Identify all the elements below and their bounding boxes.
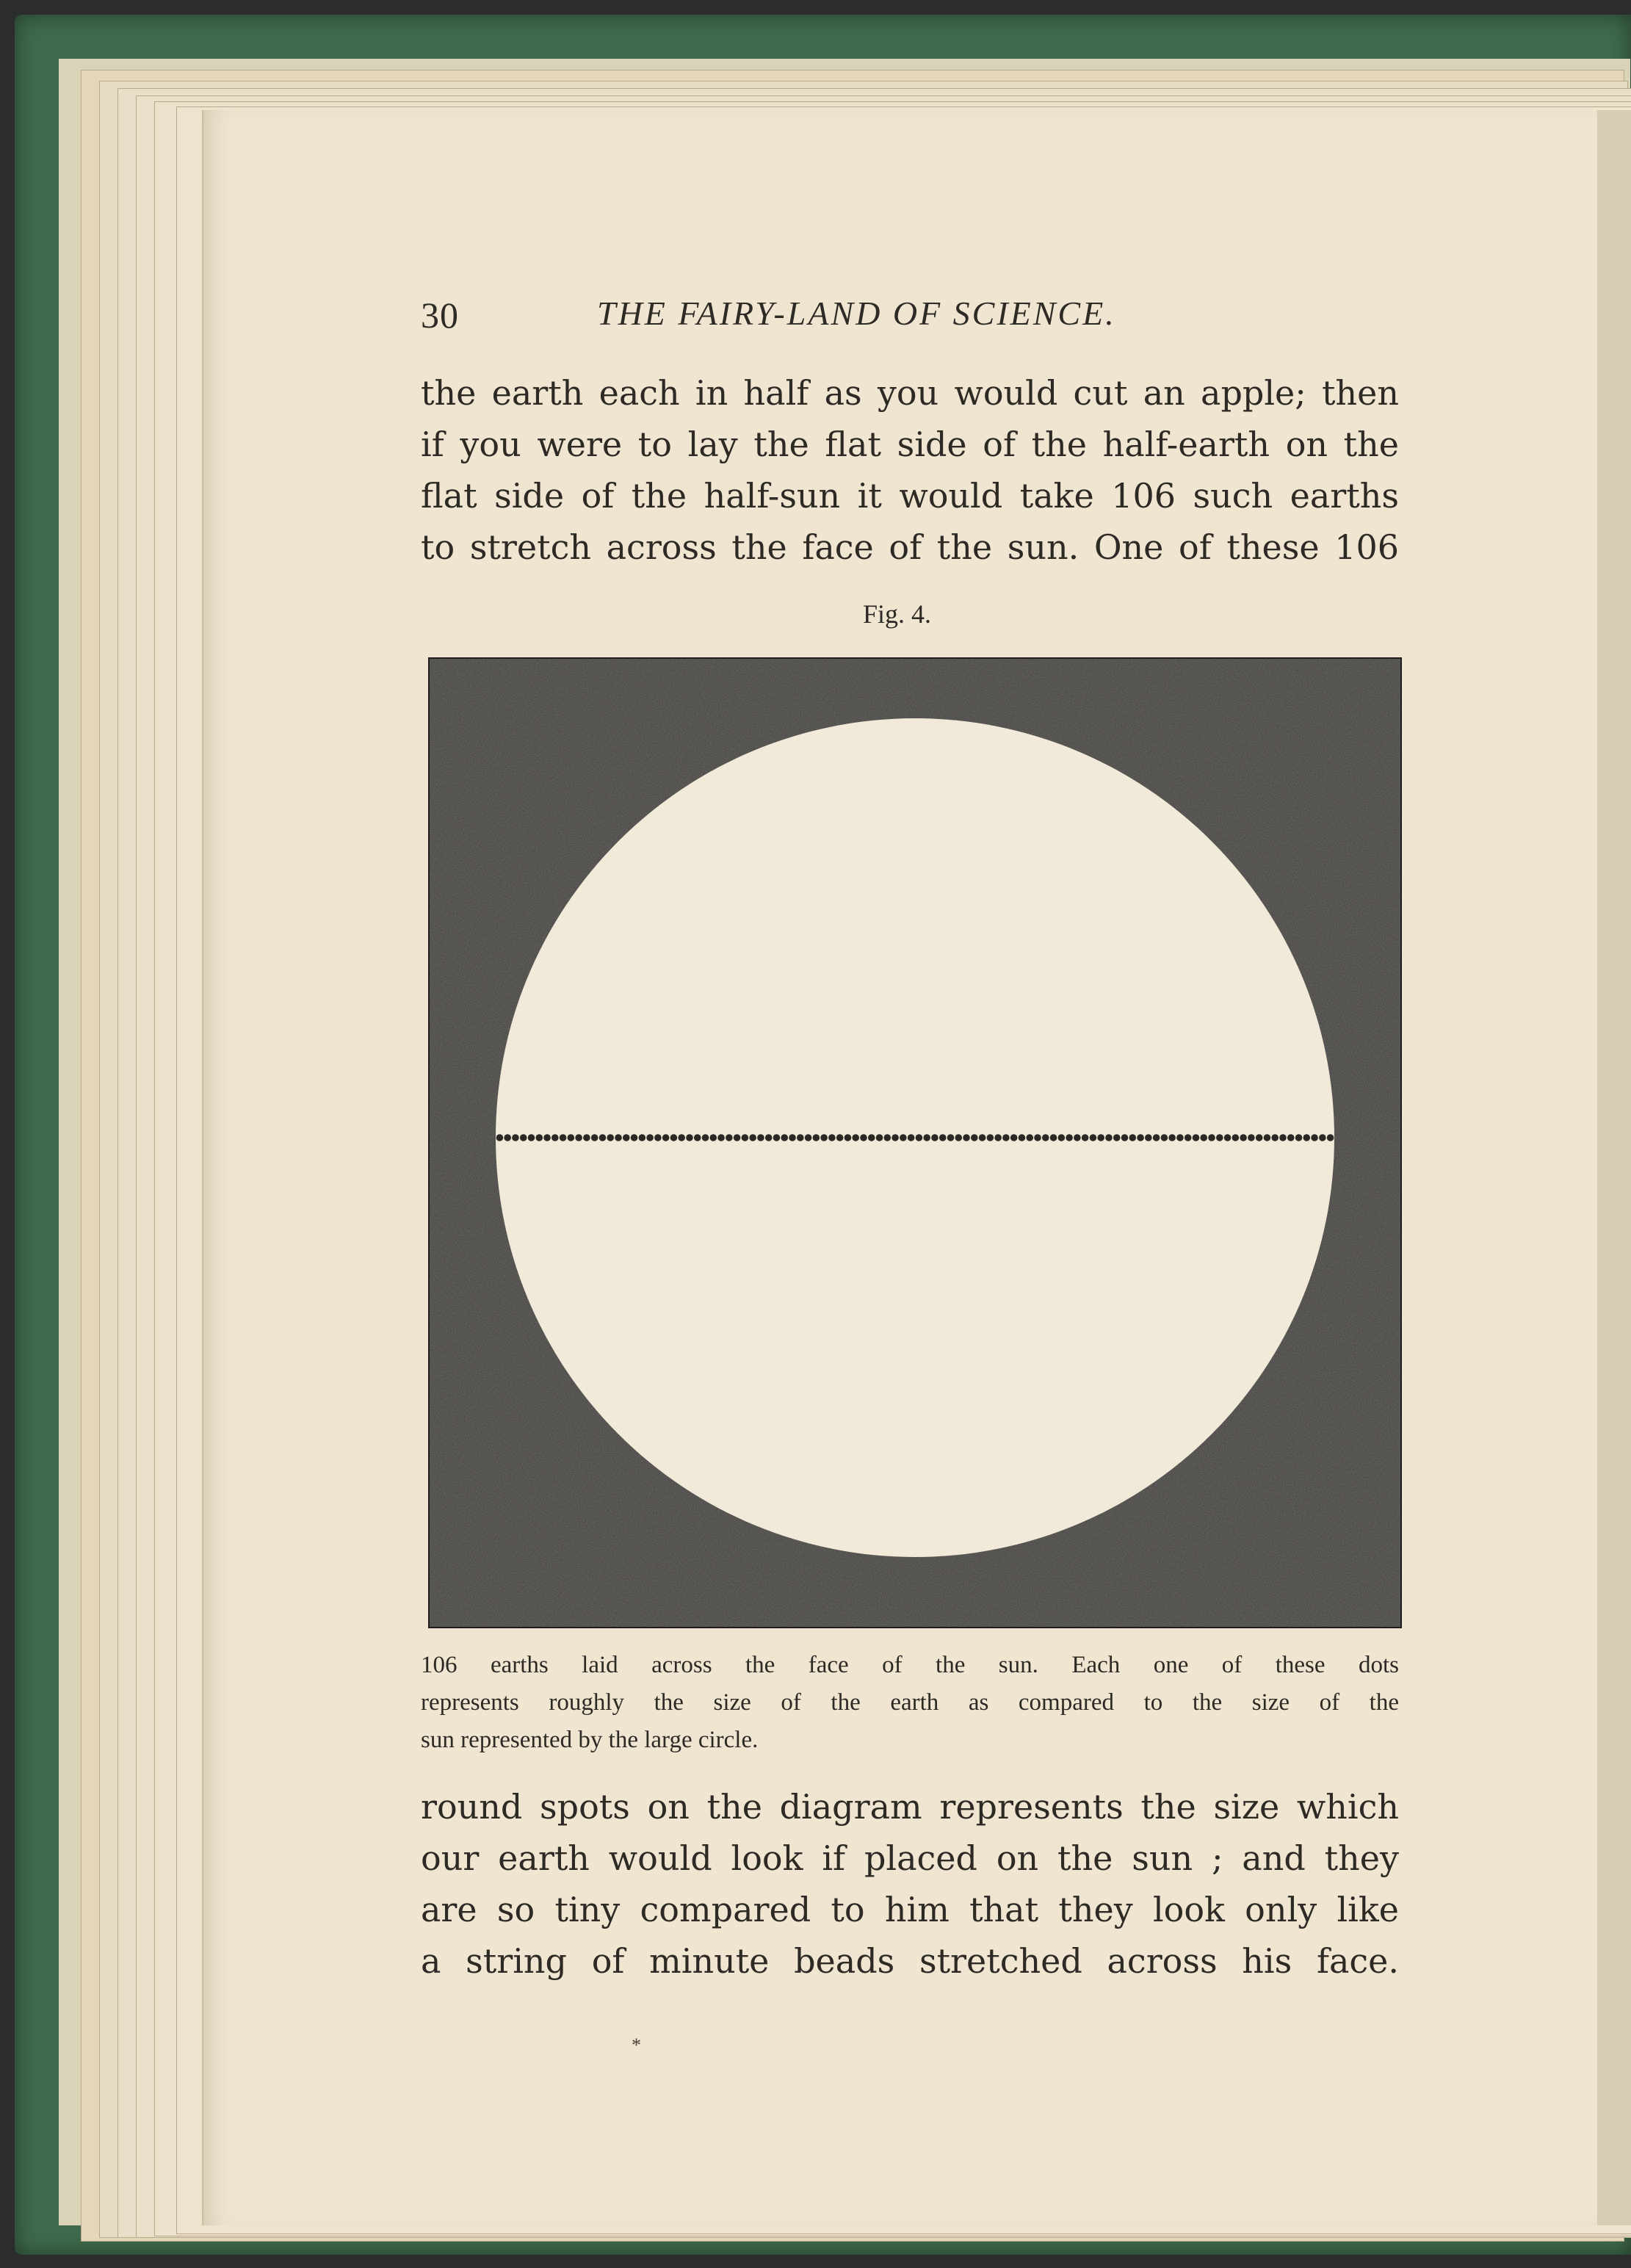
earth-dot <box>1082 1134 1089 1141</box>
earth-dot <box>742 1134 749 1141</box>
figure-label: Fig. 4. <box>863 599 932 629</box>
earth-dot <box>1319 1134 1326 1141</box>
earth-dot <box>757 1134 764 1141</box>
earth-dot <box>1287 1134 1295 1141</box>
earth-dot <box>512 1134 519 1141</box>
caption-line: represents roughly the size of the earth as compared to the size of the <box>421 1689 1399 1716</box>
earth-dot <box>591 1134 598 1141</box>
earth-dot <box>1010 1134 1018 1141</box>
page-gutter <box>1597 110 1631 2225</box>
earth-dot <box>686 1134 693 1141</box>
earth-dot <box>1090 1134 1097 1141</box>
earth-dot <box>813 1134 820 1141</box>
earth-dot <box>1240 1134 1247 1141</box>
earth-dot <box>694 1134 701 1141</box>
earth-dot <box>820 1134 828 1141</box>
earth-dot <box>1193 1134 1200 1141</box>
earth-dot <box>631 1134 638 1141</box>
earth-dot <box>836 1134 844 1141</box>
earth-dot <box>781 1134 788 1141</box>
earth-dot <box>1058 1134 1066 1141</box>
earth-dot <box>805 1134 812 1141</box>
earth-dot <box>971 1134 978 1141</box>
earth-dot <box>1216 1134 1223 1141</box>
earth-dot <box>646 1134 654 1141</box>
text-line: if you were to lay the flat side of the half-earth on the <box>421 425 1399 464</box>
earth-dot <box>726 1134 733 1141</box>
running-head <box>421 294 1251 345</box>
text-line: flat side of the half-sun it would take 106 such earths <box>421 476 1399 516</box>
earth-dot <box>623 1134 630 1141</box>
text-line: our earth would look if placed on the sun ; and they <box>421 1838 1399 1878</box>
earth-dot <box>1224 1134 1232 1141</box>
earth-dot <box>583 1134 590 1141</box>
text-line: round spots on the diagram represents the size which <box>421 1787 1399 1827</box>
earth-dot <box>1185 1134 1192 1141</box>
earth-dot <box>1121 1134 1129 1141</box>
earth-dot <box>900 1134 907 1141</box>
earth-dot <box>1271 1134 1279 1141</box>
earth-dot <box>1026 1134 1033 1141</box>
earth-dot <box>702 1134 709 1141</box>
earth-dot <box>1264 1134 1271 1141</box>
earth-dot <box>963 1134 970 1141</box>
earth-dot <box>678 1134 685 1141</box>
earth-dot <box>1327 1134 1334 1141</box>
figure-sun-diagram <box>428 657 1402 1628</box>
earth-dot <box>931 1134 939 1141</box>
text-line: are so tiny compared to him that they look only like <box>421 1890 1399 1929</box>
earth-dot <box>1105 1134 1113 1141</box>
earth-dot <box>1145 1134 1152 1141</box>
earth-dot <box>1129 1134 1136 1141</box>
earth-dot <box>568 1134 575 1141</box>
earth-dot <box>575 1134 582 1141</box>
paragraph-top <box>421 367 1399 573</box>
earth-dot <box>1074 1134 1081 1141</box>
earth-dot <box>520 1134 527 1141</box>
earth-dot <box>1019 1134 1026 1141</box>
earth-dot <box>1137 1134 1144 1141</box>
earth-dot <box>749 1134 756 1141</box>
earth-dot <box>551 1134 559 1141</box>
earth-dot <box>892 1134 899 1141</box>
earth-dot <box>1176 1134 1184 1141</box>
earth-dot <box>1232 1134 1240 1141</box>
earth-dot <box>1256 1134 1263 1141</box>
earth-dot <box>709 1134 717 1141</box>
earth-dot <box>884 1134 892 1141</box>
earth-dot <box>1295 1134 1303 1141</box>
earth-dot <box>1066 1134 1073 1141</box>
earth-dot <box>1153 1134 1160 1141</box>
footer-mark: * <box>632 2034 641 2056</box>
figure-caption <box>421 1647 1399 1759</box>
earth-dot <box>1168 1134 1176 1141</box>
earth-dot <box>876 1134 883 1141</box>
earth-dot <box>1311 1134 1318 1141</box>
earth-dot <box>868 1134 875 1141</box>
page-number: 30 <box>421 295 459 336</box>
earth-dot <box>908 1134 915 1141</box>
earth-dot <box>560 1134 567 1141</box>
earth-dot <box>1050 1134 1057 1141</box>
earth-dot <box>939 1134 947 1141</box>
earth-dot <box>1002 1134 1010 1141</box>
earth-dot <box>1113 1134 1121 1141</box>
earth-dot <box>1097 1134 1104 1141</box>
sun-diagram-svg <box>430 659 1400 1627</box>
earth-dot <box>828 1134 836 1141</box>
earth-dot <box>734 1134 741 1141</box>
earth-dot <box>979 1134 986 1141</box>
paragraph-bottom <box>421 1781 1399 1987</box>
earth-dot <box>1303 1134 1311 1141</box>
earth-dot <box>852 1134 859 1141</box>
running-title: THE FAIRY-LAND OF SCIENCE. <box>597 295 1116 332</box>
earth-dot <box>773 1134 781 1141</box>
earth-dot <box>535 1134 543 1141</box>
earth-dot <box>947 1134 955 1141</box>
earth-dot <box>955 1134 962 1141</box>
earth-dot <box>1042 1134 1049 1141</box>
earth-dot <box>987 1134 994 1141</box>
earth-dot <box>845 1134 852 1141</box>
earth-dot <box>1248 1134 1255 1141</box>
earth-dot <box>654 1134 662 1141</box>
earth-dot <box>1279 1134 1287 1141</box>
earth-dot <box>789 1134 796 1141</box>
earth-dot <box>599 1134 607 1141</box>
earth-dot <box>994 1134 1002 1141</box>
earth-dot <box>615 1134 622 1141</box>
text-line: a string of minute beads stretched across his face. <box>421 1941 1399 1981</box>
earth-dot <box>504 1134 511 1141</box>
earth-dot <box>916 1134 923 1141</box>
text-line: the earth each in half as you would cut an apple; then <box>421 373 1399 413</box>
earth-dot <box>1034 1134 1041 1141</box>
earth-dot <box>1208 1134 1215 1141</box>
text-line: to stretch across the face of the sun. One of these 106 <box>421 527 1399 567</box>
earth-dot <box>639 1134 646 1141</box>
earth-dot <box>528 1134 535 1141</box>
earth-dot <box>662 1134 670 1141</box>
earth-dot <box>1161 1134 1168 1141</box>
earth-dot <box>860 1134 867 1141</box>
caption-line: 106 earths laid across the face of the sun. Each one of these dots <box>421 1652 1399 1678</box>
earth-dot <box>1200 1134 1207 1141</box>
earth-dot <box>765 1134 773 1141</box>
earth-dot <box>797 1134 804 1141</box>
earth-dot <box>717 1134 725 1141</box>
earth-dot <box>670 1134 678 1141</box>
caption-line: sun represented by the large circle. <box>421 1727 759 1753</box>
earth-dot <box>543 1134 551 1141</box>
earth-dot <box>607 1134 614 1141</box>
earth-dot <box>923 1134 930 1141</box>
earth-dot <box>496 1134 504 1141</box>
